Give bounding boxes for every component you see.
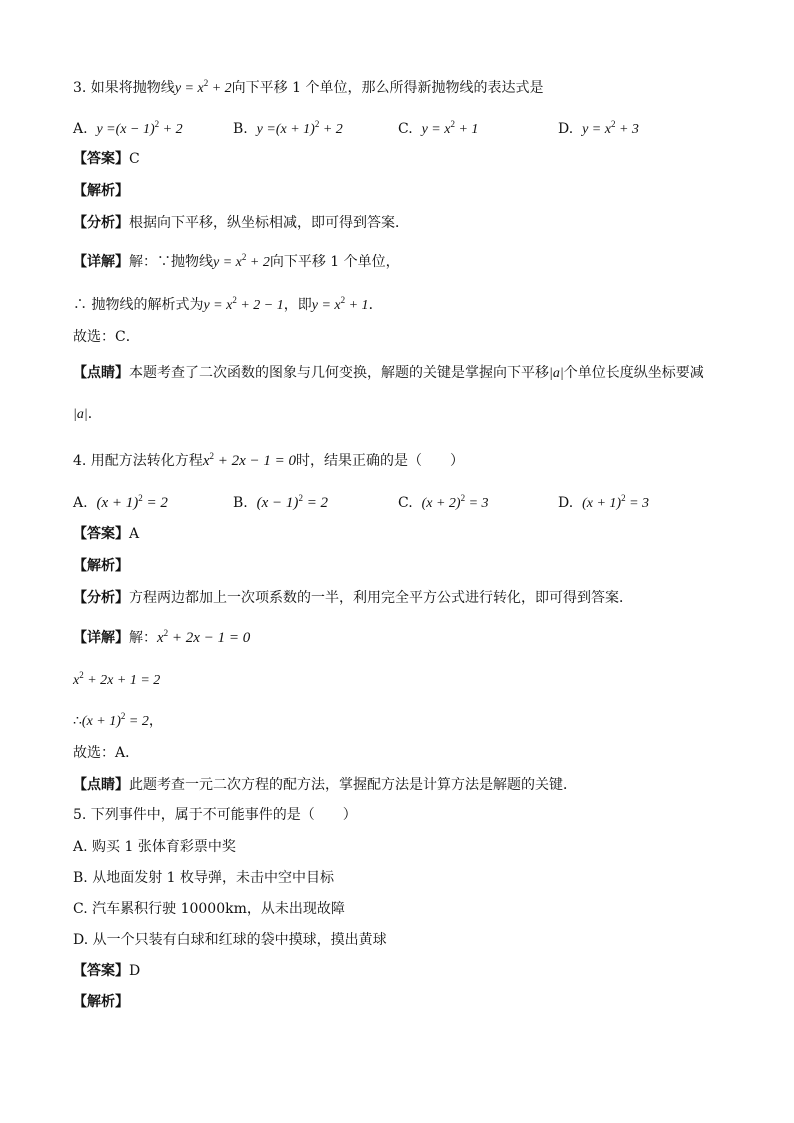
q3-dianjing: 【点睛】本题考查了二次函数的图象与几何变换，解题的关键是掌握向下平移|a|个单位长度纵坐标要减	[73, 365, 704, 381]
q3-option-a: A. $y =(x - 1)^2 + 2$	[73, 119, 183, 137]
q3-analysis-heading: 【解析】	[73, 183, 129, 199]
q3-dianjing-cont: |a|．	[73, 406, 102, 422]
q4-option-b: B. $(x - 1)^2 = 2$	[233, 493, 329, 511]
q4-question: 4. 用配方法转化方程$x^2 + 2x - 1 = 0$时，结果正确的是（ ）	[73, 451, 465, 469]
q3-question: 3. 如果将抛物线$y = x^2 + 2$向下平移 1 个单位，那么所得新抛物线的表达式是	[73, 78, 544, 96]
q4-step2: ∴(x + 1)$^2$ = 2，	[73, 711, 163, 729]
q3-option-c: C. $y = x^2 + 1$	[398, 119, 479, 137]
q4-option-d: D. $(x + 1)^2 = 3$	[558, 493, 650, 511]
because-icon: ∵	[157, 254, 171, 270]
q5-option-d: D. 从一个只装有白球和红球的袋中摸球，摸出黄球	[73, 932, 387, 948]
q5-analysis-heading: 【解析】	[73, 994, 129, 1010]
q4-dianjing: 【点睛】此题考查一元二次方程的配方法，掌握配方法是计算方法是解题的关键．	[73, 777, 577, 793]
q4-fenxi: 【分析】方程两边都加上一次项系数的一半，利用完全平方公式进行转化，即可得到答案．	[73, 590, 633, 606]
q3-expr: $y = x^2 + 2$	[174, 78, 232, 96]
q5-option-a: A. 购买 1 张体育彩票中奖	[73, 839, 236, 855]
q4-option-a: A. $(x + 1)^2 = 2$	[73, 493, 168, 511]
q3-choose: 故选：C．	[73, 329, 140, 345]
q3-option-d: D. $y = x^2 + 3$	[558, 119, 639, 137]
q3-step1: ∴ 抛物线的解析式为$y = x^2 + 2 - 1$，即$y = x^2 + 1$．	[73, 295, 383, 313]
q5-option-c: C. 汽车累积行驶 10000km，从未出现故障	[73, 901, 345, 917]
q3-option-b: B. $y =(x + 1)^2 + 2$	[233, 119, 343, 137]
q4-answer: 【答案】A	[73, 526, 140, 542]
q3-xiangjie: 【详解】解：∵抛物线$y = x^2 + 2$向下平移 1 个单位，	[73, 252, 400, 270]
q4-analysis-heading: 【解析】	[73, 558, 129, 574]
q5-answer: 【答案】D	[73, 963, 141, 979]
q5-question: 5. 下列事件中，属于不可能事件的是（ ）	[73, 807, 357, 823]
q4-xiangjie: 【详解】解：$x^2 + 2x - 1 = 0$	[73, 628, 251, 646]
q4-step1: $x^2 + 2x + 1 = 2$	[73, 670, 161, 688]
therefore-icon: ∴	[73, 713, 82, 729]
q5-option-b: B. 从地面发射 1 枚导弹，未击中空中目标	[73, 870, 334, 886]
q4-choose: 故选：A．	[73, 745, 140, 761]
q3-fenxi: 【分析】根据向下平移，纵坐标相减，即可得到答案．	[73, 215, 409, 231]
q4-option-c: C. $(x + 2)^2 = 3$	[398, 493, 489, 511]
q3-answer: 【答案】C	[73, 151, 140, 167]
